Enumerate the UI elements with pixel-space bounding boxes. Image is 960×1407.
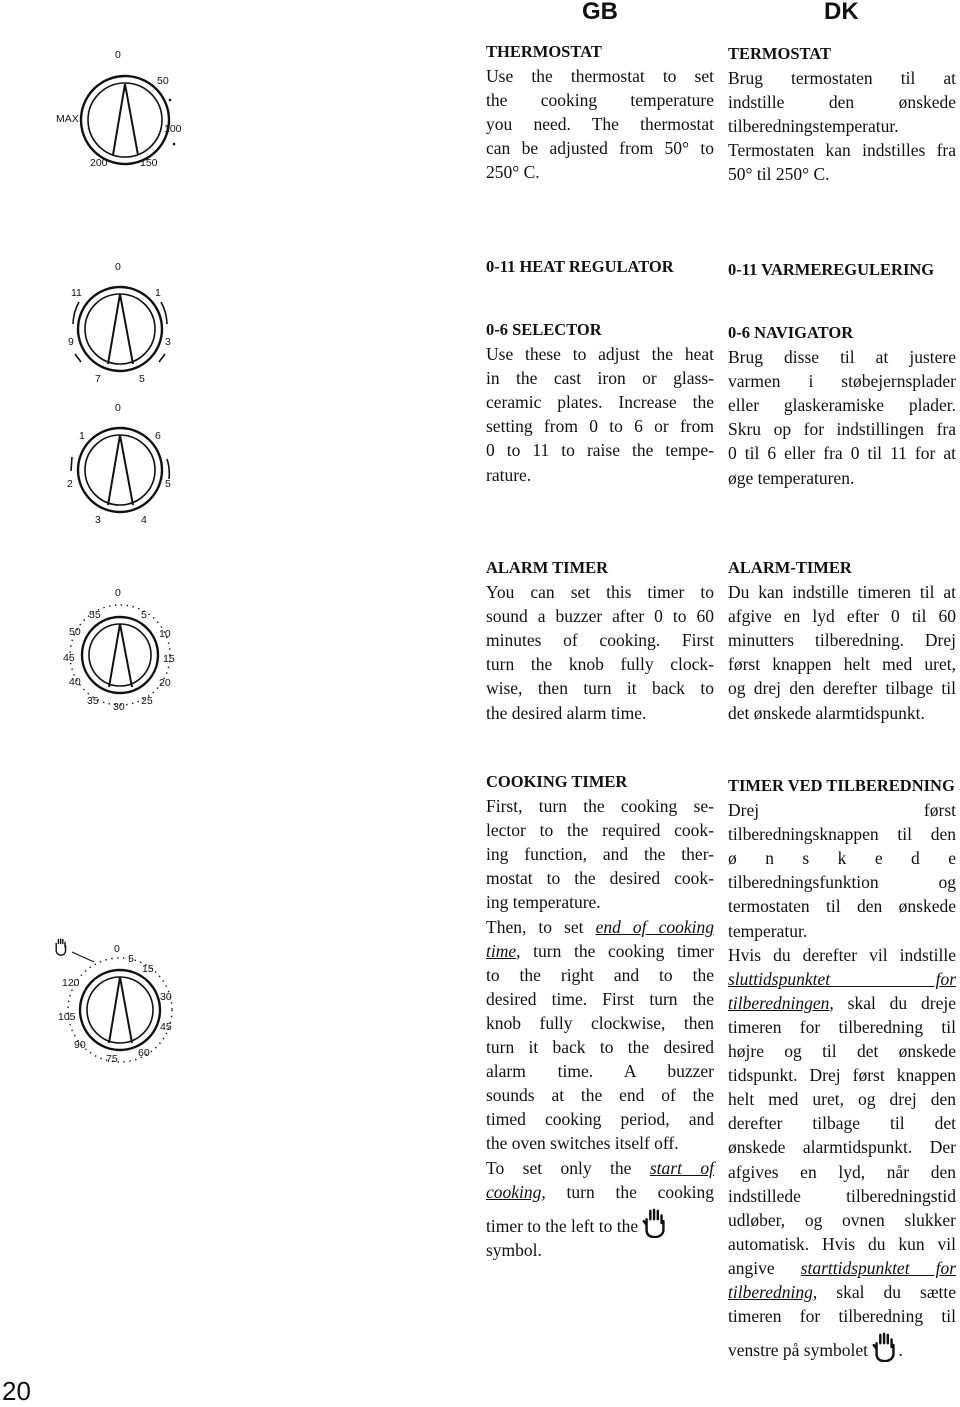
dial-label: 5 (139, 373, 145, 385)
thermostat-dial-illustration (50, 40, 200, 180)
text-line: termostaten til den ønskede (728, 896, 956, 917)
heat-regulator-title-dk: 0-11 VARMEREGULERING (728, 260, 935, 279)
text-span: , turn the cooking (541, 1181, 714, 1202)
dial-label: 45 (160, 1021, 172, 1033)
dial-label: 200 (90, 157, 108, 169)
page-number: 20 (2, 1376, 31, 1406)
dial-label: 5 (128, 953, 134, 965)
text-line: desired time. First turn the (486, 988, 714, 1009)
text-line: ceramic plates. Increase the (486, 392, 714, 413)
text-line: tilberedningsfunktion og (728, 872, 956, 893)
dial-label: 120 (62, 977, 80, 989)
text-line: You can set this timer to (486, 582, 714, 603)
text-line: timeren for tilberedning til (728, 1016, 956, 1037)
dial-label: 0 (115, 261, 121, 273)
text-line: Hvis du derefter vil indstille (728, 944, 956, 965)
text-line: turn it back to the desired (486, 1037, 714, 1058)
text-line: 250° C. (486, 162, 540, 183)
dial-label: 0 (115, 587, 121, 599)
text-line: sound a buzzer after 0 to 60 (486, 606, 714, 627)
text-line: mostat to the desired cook- (486, 868, 714, 889)
cooking-timer-dial-illustration (50, 932, 190, 1067)
text-line: rature. (486, 464, 532, 485)
dial-label: 3 (95, 514, 101, 526)
text-line: the oven switches itself off. (486, 1133, 679, 1154)
text-line: 0 to 11 to raise the tempe- (486, 440, 714, 461)
text-line: timed cooking period, and (486, 1109, 714, 1130)
hand-icon (642, 1208, 668, 1238)
dial-label: 30 (160, 991, 172, 1003)
dial-label: 90 (74, 1039, 86, 1051)
text-span: timer to the left to the (486, 1215, 639, 1236)
text-line: tilberedningsknappen til den (728, 824, 956, 845)
text-line: minutters tilberedning. Drej (728, 630, 956, 651)
text-line: indstillede tilberedningstid (728, 1185, 956, 1206)
dial-label: 50 (157, 75, 169, 87)
text-line (486, 1180, 714, 1204)
cooking-timer-title-dk: TIMER VED TILBEREDNING (728, 776, 955, 795)
text-line: Du kan indstille timeren til at (728, 582, 956, 603)
text-line: temperatur. (728, 920, 808, 941)
dial-label: 4 (141, 514, 147, 526)
text-line: you need. The thermostat (486, 114, 714, 135)
emphasis-text: start of (649, 1157, 714, 1178)
selector-dial-illustration (55, 395, 185, 530)
text-line: knob fully clockwise, then (486, 1012, 714, 1033)
text-span: venstre på symbolet (728, 1340, 868, 1361)
text-line (728, 1280, 956, 1304)
dial-label: 15 (163, 653, 175, 665)
text-line: automatisk. Hvis du kun vil (728, 1233, 956, 1254)
text-line: varmen i støbejernsplader (728, 371, 956, 392)
text-line: ønskede alarmtidspunkt. Der (728, 1137, 956, 1158)
thermostat-title-gb: THERMOSTAT (486, 42, 602, 61)
text-line: afgive en lyd efter 0 til 60 (728, 606, 956, 627)
text-span: angive (728, 1257, 801, 1278)
selector-title-gb: 0-6 SELECTOR (486, 320, 602, 339)
text-span: , skal du dreje (829, 992, 956, 1013)
text-line (728, 991, 956, 1015)
text-line (728, 1256, 956, 1280)
text-span: . (898, 1340, 903, 1361)
text-line: Use these to adjust the heat (486, 344, 714, 365)
text-line: og drej den derefter tilbage til (728, 678, 956, 699)
alarm-timer-title-gb: ALARM TIMER (486, 558, 609, 577)
text-line: Skru op for indstillingen fra (728, 419, 956, 440)
text-line: udløber, og ovnen slukker (728, 1209, 956, 1230)
text-line: the desired alarm time. (486, 702, 647, 723)
dial-label: 1 (155, 287, 161, 299)
text-line: in the cast iron or glass- (486, 368, 714, 389)
dial-label: 9 (68, 336, 74, 348)
text-line: Drej først (728, 800, 956, 821)
dial-label: 40 (69, 676, 81, 688)
dial-label: 55 (89, 609, 101, 621)
text-line: først knappen helt med uret, (728, 654, 956, 675)
heat-regulator-dial-illustration (55, 254, 185, 394)
header-dk: DK (824, 0, 859, 25)
selector-title-dk: 0-6 NAVIGATOR (728, 323, 854, 342)
dial-label: 20 (159, 677, 171, 689)
text-line: setting from 0 to 6 or from (486, 416, 714, 437)
thermostat-title-dk: TERMOSTAT (728, 44, 831, 63)
text-line: lector to the required cook- (486, 820, 714, 841)
alarm-timer-dial-illustration (55, 580, 185, 715)
dial-label: 3 (165, 336, 171, 348)
text-line: to the right and to the (486, 964, 714, 985)
heat-regulator-title-gb: 0-11 HEAT REGULATOR (486, 257, 674, 276)
text-line: indstille den ønskede (728, 92, 956, 113)
cooking-timer-title-gb: COOKING TIMER (486, 772, 628, 791)
text-line: Termostaten kan indstilles fra (728, 140, 956, 161)
text-line: ø n s k e d e (728, 848, 956, 869)
text-line: symbol. (486, 1239, 542, 1260)
dial-label: 35 (87, 695, 99, 707)
text-line: alarm time. A buzzer (486, 1061, 714, 1082)
dial-label: 15 (142, 963, 154, 975)
text-line: sounds at the end of the (486, 1085, 714, 1106)
dial-label: 105 (58, 1011, 76, 1023)
text-line: højre og til det ønskede (728, 1041, 956, 1062)
text-line: helt med uret, og drej den (728, 1089, 956, 1110)
dial-label: 5 (141, 609, 147, 621)
dial-label: 2 (67, 478, 73, 490)
text-line (486, 1208, 714, 1238)
text-line: Brug termostaten til at (728, 68, 956, 89)
text-line: Brug disse til at justere (728, 347, 956, 368)
dial-label: 45 (63, 652, 75, 664)
dial-label: 0 (115, 49, 121, 61)
dial-label: 75 (106, 1053, 118, 1065)
emphasis-text: time (486, 940, 517, 961)
emphasis-text: sluttidspunktet for (728, 968, 956, 989)
text-span: , turn the cooking timer (516, 940, 714, 961)
text-line (486, 1156, 714, 1180)
text-span: Then, to set (486, 916, 596, 937)
dial-label: 10 (159, 628, 171, 640)
emphasis-text: tilberedningen (728, 992, 830, 1013)
text-line: turn the knob fully clock- (486, 654, 714, 675)
hand-icon (872, 1332, 898, 1362)
dial-label: 60 (138, 1047, 150, 1059)
dial-label: 50 (69, 626, 81, 638)
text-line: wise, then turn it back to (486, 678, 714, 699)
text-line: øge temperaturen. (728, 467, 855, 488)
text-span: To set only the (486, 1157, 650, 1178)
text-line: minutes of cooking. First (486, 630, 714, 651)
text-line: tidspunkt. Drej først knappen (728, 1065, 956, 1086)
dial-label: 1 (79, 430, 85, 442)
dial-label: 25 (141, 695, 153, 707)
dial-label: 100 (164, 123, 182, 135)
dial-label: 0 (114, 943, 120, 955)
text-line: can be adjusted from 50° to (486, 138, 714, 159)
dial-label: 30 (113, 701, 125, 713)
text-line: ing temperature. (486, 892, 601, 913)
text-line (486, 939, 714, 963)
text-line: Use the thermostat to set (486, 66, 714, 87)
text-line (486, 915, 714, 939)
emphasis-text: end of cooking (595, 916, 715, 937)
dial-label: 11 (71, 287, 82, 299)
text-line: ing function, and the ther- (486, 844, 714, 865)
dial-label: 0 (115, 402, 121, 414)
dial-label: 7 (95, 373, 101, 385)
emphasis-text: tilberedning (728, 1281, 813, 1302)
text-line: tilberedningstemperatur. (728, 116, 899, 137)
text-line: det ønskede alarmtidspunkt. (728, 702, 925, 723)
text-line: First, turn the cooking se- (486, 796, 714, 817)
text-line (728, 1332, 956, 1362)
alarm-timer-title-dk: ALARM-TIMER (728, 558, 852, 577)
text-span: , skal du sætte (812, 1281, 956, 1302)
text-line: 0 til 6 eller fra 0 til 11 for at (728, 443, 956, 464)
dial-label: 150 (140, 157, 158, 169)
emphasis-text: cooking (486, 1181, 542, 1202)
text-line: 50° til 250° C. (728, 164, 830, 185)
hand-icon (56, 939, 65, 955)
text-line: eller glaskeramiske plader. (728, 395, 956, 416)
text-line: timeren for tilberedning til (728, 1306, 956, 1327)
text-line: the cooking temperature (486, 90, 714, 111)
text-line: afgives en lyd, når den (728, 1161, 956, 1182)
text-line: derefter tilbage til det (728, 1113, 956, 1134)
emphasis-text: starttidspunktet for (800, 1257, 956, 1278)
dial-label: 5 (165, 478, 171, 490)
dial-label: 6 (155, 430, 161, 442)
header-gb: GB (582, 0, 618, 25)
dial-label: MAX (56, 113, 79, 125)
